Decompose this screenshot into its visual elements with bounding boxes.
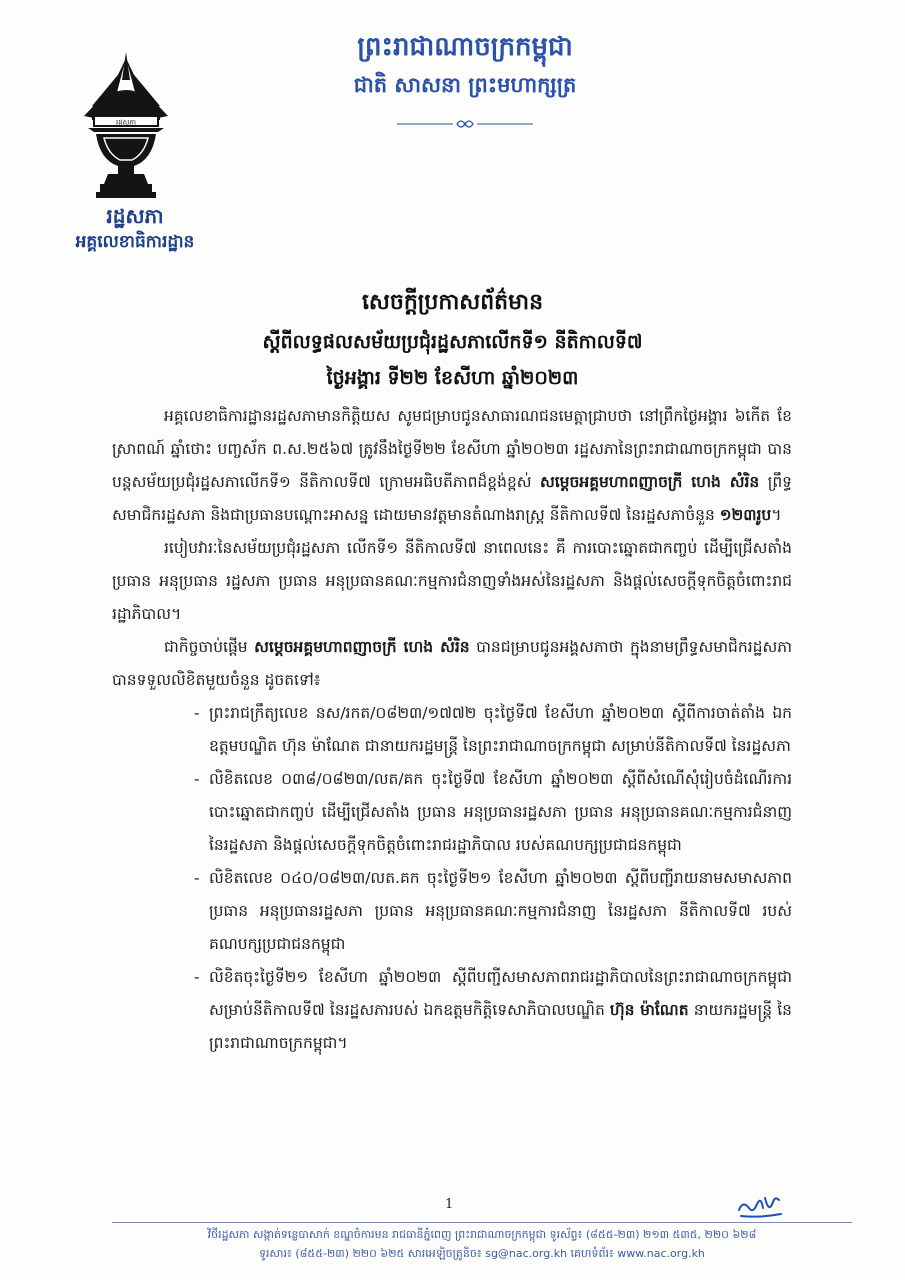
- bullet-dash: -: [194, 968, 200, 986]
- list-item-text: លិខិតលេខ ០៣៨/០៨២៣/លត/គក ចុះថ្ងៃទី៧ ខែសីហា ឆ្នាំ២០២៣ ស្តីពីសំណើសុំរៀបចំដំណើរការបោះឆ្នោតជាកញ្ចប់ ដើម្បីជ្រើសតាំង ប្រធាន អនុប្រធានរដ្ឋសភា ប្រធាន អនុប្រធានគណៈកម្មការជំនាញនៃរដ្ឋសភា និងផ្តល់សេចក្តីទុកចិត្តចំពោះរាជរដ្ឋាភិបាល របស់គណបក្សប្រជាជនកម្ពុជា: [209, 770, 792, 854]
- announcement-body: [112, 400, 792, 1060]
- list-item: [112, 763, 792, 862]
- paragraph-1-text-a: អគ្គលេខាធិការដ្ឋានរដ្ឋសភាមានកិត្តិយស សូមជម្រាបជូនសាធារណជនមេត្តាជ្រាបថា នៅព្រឹកថ្ងៃអង្គារ ៦កើត ខែស្រាពណ៍ ឆ្នាំថោះ បញ្ចស័ក ព.ស.២៥៦៧ ត្រូវនឹងថ្ងៃទី២២ ខែសីហា ឆ្នាំ២០២៣ រដ្ឋសភានៃព្រះរាជាណាចក្រកម្ពុជា បានបន្តសម័យប្រជុំរដ្ឋសភាលើកទី១ នីតិកាលទី៧ ក្រោមអធិបតីភាពដ៏ខ្ពង់ខ្ពស់: [112, 407, 792, 491]
- bullet-dash: -: [194, 770, 200, 788]
- announcement-subtitle: ស្តីពីលទ្ធផលសម័យប្រជុំរដ្ឋសភាលើកទី១ នីតិកាលទី៧: [262, 331, 643, 353]
- paragraph-1-end: ។: [771, 506, 782, 524]
- paragraph-3-text-a: ជាកិច្ចចាប់ផ្តើម: [164, 638, 255, 656]
- initials-signature: [735, 1190, 785, 1220]
- paragraph-1: [112, 400, 792, 532]
- footer-divider: [112, 1222, 852, 1223]
- org-name: រដ្ឋសភា: [106, 204, 164, 228]
- national-motto: ជាតិ សាសនា ព្រះមហាក្សត្រ: [353, 73, 577, 97]
- bullet-dash: -: [194, 704, 200, 722]
- highlight-name: សម្តេចអគ្គមហាពញាចក្រី ហេង សំរិន: [540, 473, 760, 491]
- paragraph-3-text-b: បានជម្រាបជូនអង្គសភាថា ក្នុងនាមព្រឹទ្ធសមាជិករដ្ឋសភាបានទទួលលិខិតមួយចំនួន ដូចតទៅ៖: [112, 638, 792, 689]
- list-item: [112, 961, 792, 1060]
- org-department: អគ្គលេខាធិការដ្ឋាន: [75, 232, 195, 252]
- paragraph-2: របៀបវារៈនៃសម័យប្រជុំរដ្ឋសភា លើកទី១ នីតិកាលទី៧ នាពេលនេះ គឺ ការបោះឆ្នោតជាកញ្ចប់ ដើម្បីជ្រើសតាំងប្រធាន អនុប្រធាន រដ្ឋសភា ប្រធាន អនុប្រធានគណៈកម្មការជំនាញទាំងអស់នៃរដ្ឋសភា និងផ្តល់សេចក្តីទុកចិត្តចំពោះរាជរដ្ឋាភិបាល។: [112, 539, 792, 623]
- list-item-text: ព្រះរាជក្រឹត្យលេខ នស/រកត/០៨២៣/១៧៧២ ចុះថ្ងៃទី៧ ខែសីហា ឆ្នាំ២០២៣ ស្តីពីការចាត់តាំង ឯកឧត្តមបណ្ឌិត ហ៊ុន ម៉ាណែត ជានាយករដ្ឋមន្ត្រី នៃព្រះរាជាណាចក្រកម្ពុជា សម្រាប់នីតិកាលទី៧ នៃរដ្ឋសភា: [209, 704, 792, 755]
- footer-contact: ទូរសារ៖ (៨៥៥-២៣) ២២០ ៦២៥ សារអេឡិចត្រូនិច៖ sg@nac.org.kh គេហទំព័រ៖ www.nac.org.kh: [259, 1247, 705, 1260]
- motto-ornament: [395, 117, 535, 131]
- list-item: [112, 862, 792, 961]
- announcement-title: សេចក្តីប្រកាសព័ត៌មាន: [361, 290, 544, 315]
- national-assembly-emblem: [78, 50, 174, 200]
- kingdom-title: ព្រះរាជាណាចក្រកម្ពុជា: [357, 32, 573, 62]
- list-item: [112, 697, 792, 763]
- emblem-label: រដ្ឋសភា: [116, 118, 136, 127]
- bullet-dash: -: [194, 869, 200, 887]
- list-item-text: លិខិតចុះថ្ងៃទី២១ ខែសីហា ឆ្នាំ២០២៣ ស្តីពីបញ្ជីសមាសភាពរាជរដ្ឋាភិបាលនៃព្រះរាជាណាចក្រកម្ពុជា សម្រាប់នីតិកាលទី៧ នៃរដ្ឋសភារបស់ ឯកឧត្តមកិត្តិទេសាភិបាលបណ្ឌិត: [209, 968, 792, 1019]
- highlight-name: ហ៊ុន ម៉ាណែត: [609, 1001, 689, 1019]
- paragraph-3: [112, 631, 792, 697]
- letters-list: [112, 697, 792, 1060]
- list-item-text: នាយករដ្ឋមន្ត្រី នៃព្រះរាជាណាចក្រកម្ពុជា។: [209, 1001, 792, 1052]
- highlight-name: សម្តេចអគ្គមហាពញាចក្រី ហេង សំរិន: [254, 638, 470, 656]
- list-item-text: លិខិតលេខ ០៤០/០៨២៣/លត.គក ចុះថ្ងៃទី២១ ខែសីហា ឆ្នាំ២០២៣ ស្តីពីបញ្ជីរាយនាមសមាសភាពប្រធាន អនុប្រធានរដ្ឋសភា ប្រធាន អនុប្រធានគណៈកម្មការជំនាញ នៃរដ្ឋសភា នីតិកាលទី៧ របស់គណបក្សប្រជាជនកម្ពុជា: [209, 869, 792, 953]
- member-count: ១២៣រូប: [719, 506, 772, 524]
- announcement-date: ថ្ងៃអង្គារ ទី២២ ខែសីហា ឆ្នាំ២០២៣: [326, 367, 579, 389]
- footer-address: វិថីរដ្ឋសភា សង្កាត់ទន្លេបាសាក់ ខណ្ឌចំការមន រាជធានីភ្នំពេញ ព្រះរាជាណាចក្រកម្ពុជា ទូរស័ព្ទ៖ (៨៥៥-២៣) ២១៣ ៥៣៥, ២២០ ៦២៨: [207, 1228, 757, 1241]
- paragraph-1-text-b: ព្រឹទ្ធសមាជិករដ្ឋសភា និងជាប្រធានបណ្តោះអាសន្ន ដោយមានវត្តមានតំណាងរាស្ត្រ នីតិកាលទី៧ នៃរដ្ឋសភាចំនួន: [112, 473, 792, 524]
- page-number: 1: [445, 1197, 454, 1212]
